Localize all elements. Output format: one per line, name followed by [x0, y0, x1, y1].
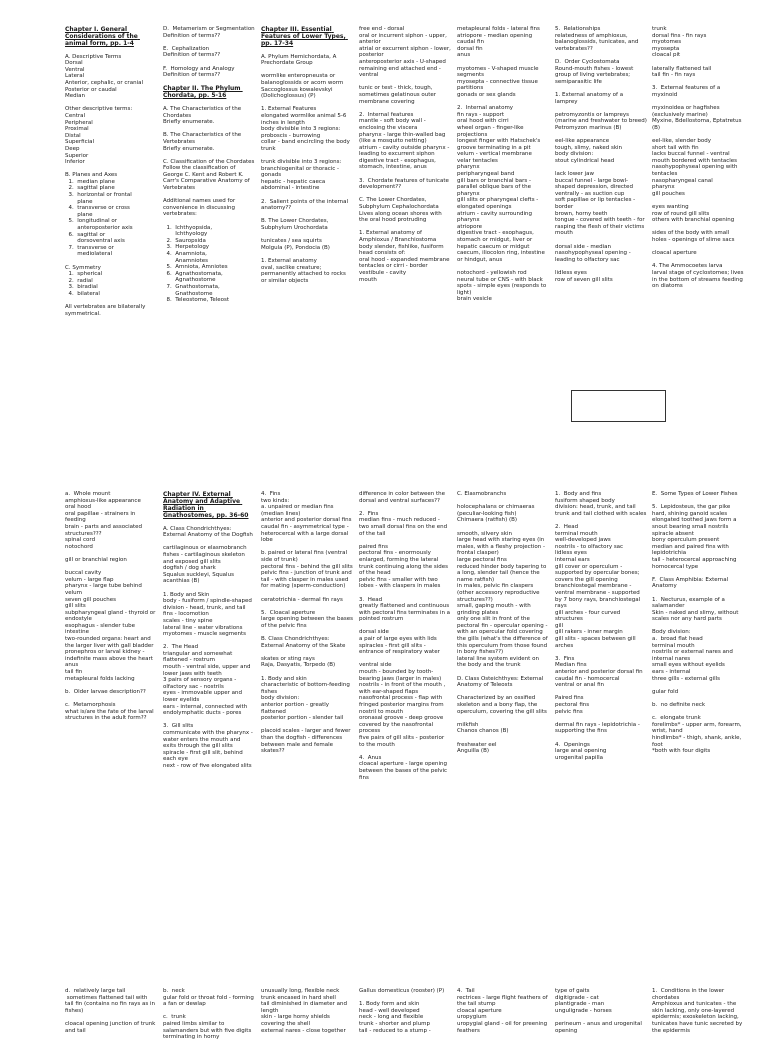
text-block: Other descriptive terms: Central Peripheral Proximal Distal Superficial Deep Superior Inferior	[65, 106, 133, 166]
text-block: freshwater eel Anguilla (B)	[457, 741, 497, 755]
text-block: 4. Anus cloacal aperture - large opening between the bases of the pelvic fins	[359, 754, 448, 781]
text-block: 4. Fins two kinds: a. unpaired or median fins (median lines) anterior and posterior dorsal fins caudal fin - asymmetrical type - heterocercal with a large dorsal lobe	[261, 491, 352, 544]
text-block: Paired fins pectoral fins pelvic fins	[555, 695, 590, 715]
text-block: d. relatively large tail sometimes flattened tail with tail fin (contains no fin rays as in fishes)	[65, 988, 156, 1014]
page-band-bottom	[0, 988, 768, 1041]
text-block: 1. Body and skin characteristic of bottom-feeding fishes body division: anterior portion - greatly flattened posterior portion - slender tail	[261, 675, 350, 722]
text-block: dermal fin rays - lepidotrichia - supporting the fins	[555, 721, 642, 735]
text-block: D. Order Cyclostomata Round-mouth fishes - lowest group of living vertebrates; semiparasitic life	[555, 58, 634, 85]
text-block: b. Older larvae description??	[65, 688, 146, 695]
text-block: 1. Conditions in the lower chordates Amphioxus and tunicates - the skin lacking, only one-layered epidermis; exoskeleton lacking, tunicates have tunic secreted by the epidermis	[652, 988, 743, 1034]
chapter-heading: Chapter I. General Considerations of the animal form, pp. 1-4	[65, 26, 140, 47]
text-block: gill or branchial region	[65, 556, 127, 563]
text-block: petromyzontis or lampreys (marine and freshwater to breed) Petromyzon marinus (B)	[555, 111, 647, 131]
text-block: 2. Head terminal mouth well-developed jaws nostrils - to olfactory sac lidless eyes internal ears gill cover or operculum - supported by opercular bones; covers the gill opening branchiostegal membrane - ventral membrane - supported by 7 bony rays, branchiostegal rays gill arches - four curved structures gill gill rakers - inner margin gill slits - spaces between gill arches	[555, 523, 641, 649]
text-block: 1. Body and Skin body - fusiform / spindle-shaped division - head, trunk, and tail fins - locomotion scales - tiny spine lateral line - water vibrations myotomes - muscle segments	[163, 591, 252, 638]
text-block: 3. Gill slits communicate with the pharynx - water enters the mouth and exits through the gill slits spiracle - first gill slit, behind each eye next - row of five elongated slits	[163, 723, 253, 769]
text-block: sides of the body with small holes - openings of slime sacs	[652, 230, 735, 243]
text-block: tunicates / sea squirts Molgula (P), Pondocia (B)	[261, 238, 330, 251]
text-block: B. Planes and Axes 1. median plane 2. sagittal plane 3. horizontal or frontal plane 4. transverse or cross plane 5. longitudinal or anteroposterior axis 6. sagittal or dorsoventral axis 7. transverse or mediolateral	[65, 172, 133, 258]
text-block: ventral side mouth - bounded by tooth-bearing jaws (larger in males) nostrils - in front of the mouth , with ear-shaped flaps nasofrontal process - flap with fringed posterior margins from nostril to mouth oronasal groove - deep groove covered by the nasofrontal process five pairs of gill slits - posterior to the mouth	[359, 662, 446, 748]
text-block: 1. External Features elongated wormlike animal 5-6 inches in length body divisible into 3 regions: proboscis - burrowing collar - band encircling the body trunk	[261, 106, 350, 152]
text-block: type of gaits digitigrade - cat plantigrade - man unguligrade - horses	[555, 988, 612, 1014]
text-block: eyes wanting row of round gill slits others with branchial opening	[652, 204, 735, 224]
text-block: a. Whole mount amphioxus-like appearance oral hood oral papillae - strainers in feeding brain - parts and associated structures??? spinal cord notochord	[65, 491, 143, 550]
text-block: 4. Openings large anal opening urogenital papilla	[555, 741, 607, 761]
text-block: F. Homology and Analogy Definition of terms??	[163, 65, 235, 79]
text-column-4	[359, 988, 451, 1041]
text-block: A. The Characteristics of the Chordates Briefly enumerate.	[163, 105, 242, 126]
blank-answer-box	[571, 390, 666, 422]
text-block: 1. Necturus, example of a salamander Skin - naked and slimy, without scales nor any hard parts	[652, 596, 739, 623]
text-block: myxinoidea or hagfishes (exclusively marine) Myxine, Bdellostoma, Eptatretus (B)	[652, 105, 742, 131]
text-block: 3. Head greatly flattened and continuous with pectoral fins terminates in a pointed rostrum	[359, 596, 451, 623]
text-block: B. The Characteristics of the Vertebrates Briefly enumerate.	[163, 132, 242, 152]
text-block: 5. Cloacal aperture large opening between the bases of the pelvic fins	[261, 609, 353, 629]
page-band-top	[0, 26, 768, 334]
text-column-7	[652, 491, 744, 761]
text-block: ceratotrichia - dermal fin rays	[261, 596, 343, 603]
text-block: A. Phylum Hemichordata, A Prechordate Group	[261, 53, 339, 67]
text-block: cloacal aperture	[652, 250, 697, 257]
text-block: lidless eyes row of seven gill slits	[555, 269, 613, 283]
text-block: 1. Body and fins fusiform shaped body division: head, trunk, and tail trunk and tail clothed with scales	[555, 491, 647, 517]
chapter-heading: Chapter III. Essential Features of Lower Types, pp. 17-34	[261, 26, 348, 47]
text-block: F. Class Amphibia: External Anatomy	[652, 576, 730, 590]
text-block: D. Class Osteichthyes: External Anatomy of Teleosts	[457, 675, 546, 689]
text-column-5	[457, 988, 549, 1041]
text-block: myotomes - V-shaped muscle segments myosepta - connective tissue partitions gonads or sex glands	[457, 65, 539, 98]
text-block: placoid scales - larger and fewer than the dogfish - differences between male and female skates??	[261, 728, 353, 755]
text-block: 2. The Head triangular and somewhat flattened - rostrum mouth - ventral side, upper and lower jaws with teeth 3 pairs of sensory organs - olfactory sac - nostrils eyes - immovable upper and lower eyelids ears - internal, connected with endolymphatic ducts - pores	[163, 644, 251, 717]
text-block: 1. Ichthyopsida, Ichthyology 2. Sauropsida 3. Herpetology 4. Anamniota, Anamniotes 5. Amniota, Amniotes 6. Agnathostomata, Agnathostome 7. Gnathostomata, Gnathostome 8. Teleostome, Teleost	[166, 224, 230, 304]
text-block: paired fins pectoral fins - enormously enlarged, forming the lateral trunk continuing along the sides of the head pelvic fins - smaller with two lobes - with claspers in males	[359, 543, 449, 590]
text-block: c. Metamorphosis what is/are the fate of the larval structures in the adult form??	[65, 702, 154, 722]
text-block: 1. External anatomy of a lamprey	[555, 91, 625, 105]
text-block: trunk divisible into 3 regions: branchiogenital or thoracic - gonads hepatic - hepatic caeca abdominal - intestine	[261, 159, 342, 192]
text-block: holocephalans or chimaeras (peculiar-looking fish) Chimaera (ratfish) (B)	[457, 504, 535, 524]
text-block: trunk dorsal fins - fin rays myotomes myosepta cloacal pit	[652, 26, 707, 59]
text-column-5	[457, 491, 549, 761]
text-column-3	[261, 988, 353, 1041]
text-block: eel-like appearance tough, slimy, naked skin body division: stout cylindrical head	[555, 138, 623, 164]
text-block: laterally flattened tail tail fin - fin rays	[652, 65, 712, 79]
text-column-6	[555, 26, 647, 290]
text-column-6	[555, 988, 647, 1041]
text-block: unusually long, flexible neck trunk encased in hard shell tail diminished in diameter and length skin - large horny shields covering the shell external nares - close together	[261, 988, 348, 1034]
text-block: C. Symmetry 1. spherical 2. radial 3. biradial 4. bilateral	[65, 264, 103, 297]
text-block: Characterized by an ossified skeleton and a bony flap, the operculum, covering the gill slits	[457, 695, 547, 715]
text-block: tunic or test - thick, tough, sometimes gelatinous outer membrane covering	[359, 85, 438, 105]
text-block: cartilaginous or elasmobranch fishes - cartilaginous skeleton and exposed gill slits dogfish / dog shark Squalus suckleyi, Squalus acanthias (B)	[163, 545, 247, 585]
text-block: b. no definite neck	[652, 702, 706, 708]
text-block: A. Class Chondrichthyes: External Anatomy of the Dogfish	[163, 525, 253, 539]
text-block: b. paired or lateral fins (ventral side of trunk) pectoral fins - behind the gill slits pelvic fins - junction of trunk and tail - with clasper in males used for mating (sperm-conduction)	[261, 550, 353, 590]
text-block: B. Class Chondrichthyes: External Anatomy of the Skate	[261, 636, 346, 649]
text-block: c. trunk paired limbs similar to salamanders but with five digits terminating in horny	[163, 1014, 252, 1041]
text-column-3	[261, 26, 353, 291]
text-column-4	[359, 491, 451, 788]
text-block: 4. Tail rectrices - large flight feathers of the tail stump cloacal aperture uropygium uropygial gland - oil for preening feathers	[457, 988, 548, 1034]
text-block: Gallus domesticus (rooster) (P)	[359, 988, 445, 994]
text-block: 2. Fins median fins - much reduced - two small dorsal fins on the end of the tail	[359, 510, 448, 537]
text-column-7	[652, 988, 744, 1041]
text-block: 3. Fins Median fins anterior and posterior dorsal fin caudal fin - homocercal ventral or anal fin	[555, 655, 643, 689]
text-block: dorsal side - median nasohypophyseal opening - leading to olfactory sac	[555, 243, 633, 263]
text-block: b. neck gular fold or throat fold - forming a fan or dewlap	[163, 988, 254, 1008]
text-column-1	[65, 491, 157, 728]
text-column-2	[163, 491, 255, 776]
text-block: notochord - yellowish rod neural tube or CNS - with black spots - simple eyes (responds to light) brain vesicle	[457, 269, 547, 303]
text-block: 3. External features of a myxinoid	[652, 85, 722, 98]
text-block: smooth, silvery skin large head with staring eyes (in males, with a fleshy projection - frontal clasper) large pectoral fins reduced hinder body tapering to a long, slender tail (hence the name ratfish) in males, pelvic fin claspers (other accessory reproductive structures??) small, gaping mouth - with grinding plates only one slit in front of the pectoral fin - opercular opening - with an opercular fold covering the gills (what's the difference of this operculum from those found in bony fishes??) lateral line system evident on the body and the trunk	[457, 530, 548, 669]
text-block: wormlike enteropneusta or balanoglossids or acorn worm Saccoglossus kowalevskyi (Dolichoglossus) (P)	[261, 73, 346, 100]
text-block: buccal cavity velum - large flap pharynx - large tube behind velum seven gill pouches gill slits subpharyngeal gland - thyroid or endostyle esophagus - slender tube intestine two-rounded organs: heart and the larger liver with gall bladder pronephros or larval kidney - indefinite mass above the heart anus tail fin metapleural folds lacking	[65, 570, 156, 682]
text-block: B. The Lower Chordates, Subphylum Urochordata	[261, 218, 331, 232]
text-block: C. Classification of the Chordates Follow the classification of George C. Kent and Robert K. Carr's Comparative Anatomy of Vertebrates	[163, 158, 255, 192]
text-block: A. Descriptive Terms Dorsal Ventral Lateral Anterior, cephalic, or cranial Posterior or caudal Median	[65, 53, 143, 100]
text-block: difference in color between the dorsal and ventral surfaces??	[359, 491, 447, 504]
text-block: C. The Lower Chordates, Subphylum Cephalochordata Lives along ocean shores with the oral hood protruding	[359, 197, 442, 224]
text-column-5	[457, 26, 549, 310]
text-block: metapleural folds - lateral fins atriopore - median opening caudal fin dorsal fin anus	[457, 26, 540, 59]
chapter-heading: Chapter IV. External Anatomy and Adaptive Radiation in Gnathostomes, pp. 36-60	[163, 491, 249, 519]
text-block: 4. The Ammocoetes larva larval stage of cyclostomes; lives in the bottom of streams feeding on diatoms	[652, 263, 744, 290]
text-block: Additional names used for convenience in discussing vertebrates:	[163, 198, 237, 218]
text-block: All vertebrates are bilaterally symmetrical.	[65, 304, 148, 317]
text-column-4	[359, 26, 451, 290]
page-band-middle	[0, 491, 768, 873]
text-block: 1. Body form and skin head - well developed neck - long and flexible trunk - shorter and plump tail - reduced to a stump -	[359, 1001, 431, 1034]
text-block: 2. Internal anatomy fin rays - support oral hood with cirri wheel organ - finger-like projections longest finger with Hatschek's groove terminating in a pit velum - vertical membrane velar tentacles pharynx peripharyngeal band gill bars or branchial bars - parallel oblique bars of the pharynx gill slits or pharyngeal clefts - elongated openings atrium - cavity surrounding pharynx atriopore digestive tract - esophagus, stomach or midgut, liver or hepatic caecum or midgut caecum, iliocolon ring, intestine or hindgut, anus	[457, 105, 545, 263]
text-column-2	[163, 26, 255, 310]
text-block: perineum - anus and urogenital opening	[555, 1020, 644, 1034]
text-block: eel-like, slender body short tail with fin lacks buccal funnel - ventral mouth bordered with tentacles nasohypophyseal opening with tentacles nasopharyngeal canal pharynx gill pouches	[652, 138, 738, 197]
text-column-1	[65, 988, 157, 1041]
text-block: E. Cephalization Definition of terms??	[163, 45, 221, 59]
text-block: 3. Chordate features of tunicate development??	[359, 177, 451, 191]
text-block: 1. External anatomy of Amphioxus / Branchiostoma body slender, fishlike, fusiform head consists of: oral hood - expanded membrane tentacles or cirri - border vestibule - cavity mouth	[359, 230, 450, 283]
text-block: E. Some Types of Lower Fishes	[652, 491, 738, 497]
text-block: 5. Lepidosteus, the gar pike hard, shining ganoid scales elongated toothed jaws form a snout bearing small nostrils spiracle absent bony operculum present median and paired fins with lepidotrichia tail - heterocercal approaching homocercal type	[652, 504, 737, 570]
text-column-6	[555, 491, 647, 768]
text-block: lack lower jaw buccal funnel - large bowl-shaped depression, directed ventrally - as suction cup soft papillae or lip tentacles - border brown, horny teeth tongue - covered with teeth - for rasping the flesh of their victims mouth	[555, 171, 645, 237]
text-block: 5. Relationships relatedness of amphioxus, balanoglossids, tunicates, and vertebrates??	[555, 26, 639, 52]
text-block: 1. External anatomy oval, saclike creature; permanently attached to rocks or similar objects	[261, 258, 346, 284]
chapter-heading: Chapter II. The Phylum Chordata, pp. 5-16	[163, 85, 243, 100]
text-column-3	[261, 491, 353, 761]
text-block: c. elongate trunk forelimbs* - upper arm, forearm, wrist, hand hindlimbs* - thigh, shank, ankle, foot *both with four digits	[652, 715, 742, 755]
text-block: 2. Internal features mantle - soft body wall - enclosing the viscera pharynx - large thin-walled bag (like a mosquito netting) atrium - cavity outside pharynx - leading to excurrent siphon digestive tract - esophagus, stomach, intestine, anus	[359, 111, 450, 171]
text-block: gular fold	[652, 688, 679, 695]
text-column-1	[65, 26, 157, 324]
text-block: 2. Salient points of the internal anatomy??	[261, 198, 350, 212]
text-block: C. Elasmobranchs	[457, 491, 507, 497]
text-block: dorsal side a pair of large eyes with lids spiracles - first gill slits - entrance of respiratory water	[359, 629, 440, 656]
text-block: Body division: a. broad flat head terminal mouth nostrils or external nares and internal nares small eyes without eyelids ears - internal three gills - external gills	[652, 629, 733, 682]
text-column-2	[163, 988, 255, 1047]
text-block: free end - dorsal oral or incurrent siphon - upper, anterior atrial or excurrent siphon - lower, posterior anteroposterior axis - U-shaped remaining end attached end - ventral	[359, 26, 451, 79]
text-block: D. Metamerism or Segmentation Definition of terms??	[163, 26, 255, 39]
text-column-7	[652, 26, 744, 296]
text-block: skates or sting rays Raja, Dasyatis, Torpedo (B)	[261, 655, 336, 669]
text-block: milkfish Chanos chanos (B)	[457, 721, 509, 735]
text-block: cloacal opening junction of trunk and tail	[65, 1020, 158, 1034]
